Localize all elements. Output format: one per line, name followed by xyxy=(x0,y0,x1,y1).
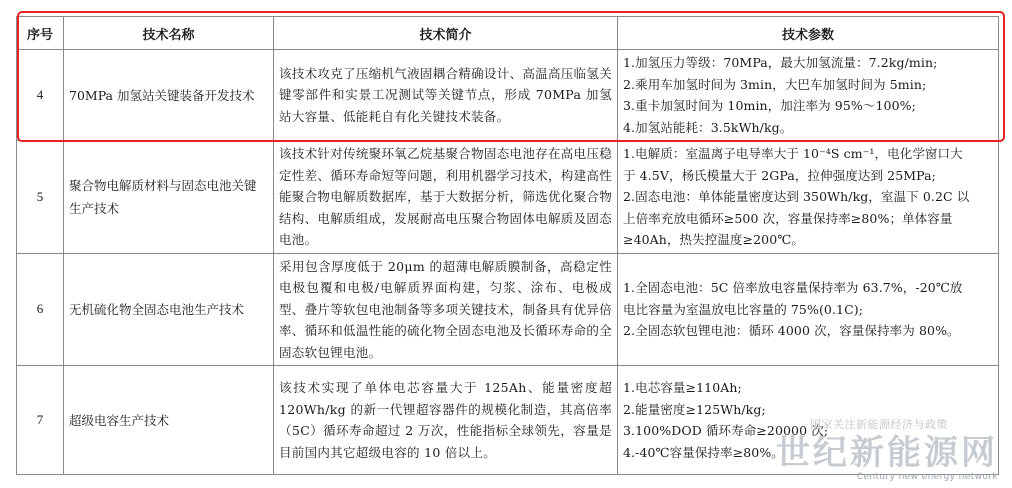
param-line: 上倍率充放电循环≥500 次，容量保持率≥80%；单体容量 xyxy=(623,210,953,226)
param-line: 2.固态电池：单体能量密度达到 350Wh/kg，室温下 0.2C 以 xyxy=(623,189,970,204)
param-line: 2.能量密度≥125Wh/kg; xyxy=(623,401,766,417)
watermark xyxy=(776,435,998,482)
header-name: 技术名称 xyxy=(64,17,274,50)
watermark-logo-text: 世纪新能源网 xyxy=(776,433,998,473)
row-tech-intro: 该技术针对传统聚环氧乙烷基聚合物固态电池存在高电压稳定性差、循环寿命短等问题，利用机器学习技术，构建高性能聚合物电解质数据库，基于大数据分析，筛选优化聚合物结构、电解质组成，发展耐高电压聚合物固体电解质及固态电池。 xyxy=(274,141,618,254)
row-tech-intro: 采用包含厚度低于 20μm 的超薄电解质膜制备，高稳定性电极包覆和电极/电解质界面构建，匀浆、涂布、电极成型、叠片等软包电池制备等多项关键技术，制备具有优异倍率、循环和低温性能的硫化物全固态电池及长循环寿命的全固态软包锂电池。 xyxy=(274,253,618,366)
table-header-row xyxy=(17,17,999,50)
row-seq: 4 xyxy=(17,50,64,141)
watermark-subtitle: Century new energy network xyxy=(856,472,998,482)
param-line: ≥40Ah，热失控温度≥200℃。 xyxy=(623,232,804,247)
param-line: 4.加氢站能耗：3.5kWh/kg。 xyxy=(623,119,793,135)
param-line: 4.-40℃容量保持率≥80%。 xyxy=(623,444,784,460)
param-line: 2.乘用车加氢时间为 3min，大巴车加氢时间为 5min; xyxy=(623,76,927,92)
row-seq: 7 xyxy=(17,366,64,475)
watermark-tagline: 国家关注新能源经济与政策 xyxy=(810,418,948,431)
row-tech-name: 无机硫化物全固态电池生产技术 xyxy=(64,253,274,366)
param-line: 2.全固态软包锂电池：循环 4000 次，容量保持率为 80%。 xyxy=(623,323,960,338)
param-line: 1.全固态电池：5C 倍率放电容量保持率为 63.7%，-20℃放 xyxy=(623,280,963,295)
row-tech-name: 70MPa 加氢站关键装备开发技术 xyxy=(64,50,274,141)
table-row xyxy=(17,141,999,254)
row-tech-params xyxy=(618,253,999,366)
param-line: 3.重卡加氢时间为 10min，加注率为 95%～100%; xyxy=(623,98,916,113)
row-seq: 6 xyxy=(17,253,64,366)
header-params: 技术参数 xyxy=(618,17,999,50)
table-row xyxy=(17,253,999,366)
table-row xyxy=(17,50,999,141)
row-tech-params xyxy=(618,141,999,254)
param-line: 1.加氢压力等级：70MPa，最大加氢流量：7.2kg/min; xyxy=(623,55,938,70)
row-tech-intro: 该技术攻克了压缩机气液固耦合精确设计、高温高压临氢关键零部件和实景工况测试等关键节点，形成 70MPa 加氢站大容量、低能耗自有化关键技术装备。 xyxy=(274,50,618,141)
row-seq: 5 xyxy=(17,141,64,254)
param-line: 3.100%DOD 循环寿命≥20000 次; xyxy=(623,423,829,438)
row-tech-params xyxy=(618,50,999,141)
row-tech-intro: 该技术实现了单体电芯容量大于 125Ah、能量密度超 120Wh/kg 的新一代锂超容器件的规模化制造，其高倍率（5C）循环寿命超过 2 万次，性能指标全球领先，容量是目前国内其它超级电容的 10 倍以上。 xyxy=(274,366,618,475)
header-seq: 序号 xyxy=(17,17,64,50)
param-line: 于 4.5V，杨氏模量大于 2GPa，拉伸强度达到 25MPa; xyxy=(623,167,936,183)
param-line: 1.电芯容量≥110Ah; xyxy=(623,380,742,395)
row-tech-name: 聚合物电解质材料与固态电池关键生产技术 xyxy=(64,141,274,254)
technology-table xyxy=(16,16,999,475)
param-line: 1.电解质：室温离子电导率大于 10⁻⁴S cm⁻¹，电化学窗口大 xyxy=(623,146,963,161)
row-tech-name: 超级电容生产技术 xyxy=(64,366,274,475)
param-line: 电比容量为室温放电比容量的 75%(0.1C); xyxy=(623,301,864,317)
header-intro: 技术简介 xyxy=(274,17,618,50)
